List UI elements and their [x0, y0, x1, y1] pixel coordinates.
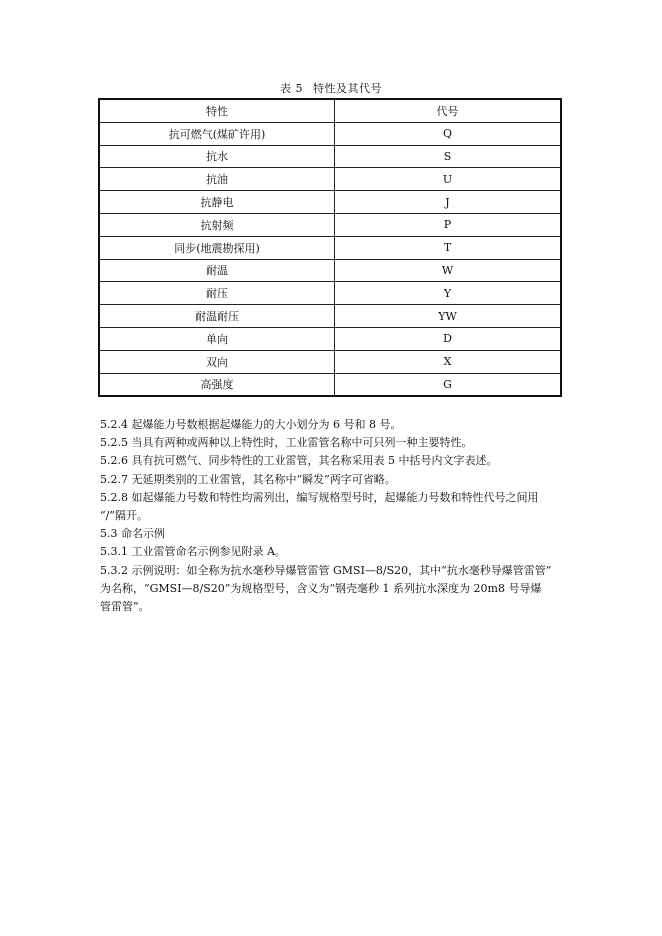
section-heading-5-3: 5.3 命名示例 [100, 527, 165, 541]
cell-characteristic: 耐压 [99, 282, 335, 305]
paragraph-5-2-6: 5.2.6 具有抗可燃气、同步特性的工业雷管，其名称采用表 5 中括号内文字表述。 [100, 454, 498, 468]
cell-characteristic: 耐温 [99, 259, 335, 282]
cell-code: Q [335, 122, 562, 145]
cell-code: S [335, 145, 562, 168]
paragraph-5-2-8-continued: “/”隔开。 [100, 509, 148, 523]
table-caption-number: 表 5 [280, 82, 303, 95]
header-characteristic: 特性 [99, 99, 335, 122]
table-header-row [99, 99, 561, 122]
cell-characteristic: 抗水 [99, 145, 335, 168]
table-caption-title: 特性及其代号 [313, 82, 382, 95]
cell-characteristic: 双向 [99, 350, 335, 373]
paragraph-5-3-1: 5.3.1 工业雷管命名示例参见附录 A。 [100, 545, 286, 559]
table-row [99, 305, 561, 328]
cell-characteristic: 抗射频 [99, 213, 335, 236]
table-row [99, 213, 561, 236]
paragraph-5-3-2: 5.3.2 示例说明：如全称为抗水毫秒导爆管雷管 GMSI—8/S20，其中“抗水毫秒导爆管雷管” [100, 563, 552, 577]
paragraph-5-2-4: 5.2.4 起爆能力号数根据起爆能力的大小划分为 6 号和 8 号。 [100, 418, 402, 431]
table-row [99, 191, 561, 214]
cell-code: D [335, 327, 562, 350]
table-row [99, 327, 561, 350]
table-row [99, 168, 561, 191]
cell-code: Y [335, 282, 562, 305]
paragraph-5-2-5: 5.2.5 当具有两种或两种以上特性时，工业雷管名称中可只列一种主要特性。 [100, 436, 473, 450]
characteristics-table [98, 98, 562, 397]
table-row [99, 145, 561, 168]
paragraph-5-2-8: 5.2.8 如起爆能力号数和特性均需列出，编写规格型号时，起爆能力号数和特性代号之间用 [100, 490, 539, 504]
cell-characteristic: 单向 [99, 327, 335, 350]
cell-code: YW [335, 305, 562, 328]
cell-characteristic: 抗静电 [99, 191, 335, 214]
table-caption [0, 80, 662, 96]
header-code: 代号 [335, 99, 562, 122]
table-row [99, 236, 561, 259]
body-text [100, 416, 570, 616]
table-row [99, 122, 561, 145]
cell-characteristic: 抗可燃气(煤矿许用) [99, 122, 335, 145]
cell-code: J [335, 191, 562, 214]
cell-code: X [335, 350, 562, 373]
cell-characteristic: 高强度 [99, 373, 335, 396]
cell-code: G [335, 373, 562, 396]
table-row [99, 373, 561, 396]
cell-code: W [335, 259, 562, 282]
paragraph-5-3-2-line-2: 为名称，“GMSI—8/S20”为规格型号，含义为“钢壳毫秒 1 系列抗水深度为 20m8 号导爆 [100, 581, 542, 595]
cell-characteristic: 耐温耐压 [99, 305, 335, 328]
cell-characteristic: 同步(地震勘探用) [99, 236, 335, 259]
cell-code: U [335, 168, 562, 191]
cell-characteristic: 抗油 [99, 168, 335, 191]
cell-code: P [335, 213, 562, 236]
table-row [99, 282, 561, 305]
table-row [99, 259, 561, 282]
paragraph-5-3-2-line-3: 管雷管”。 [100, 600, 150, 614]
table-row [99, 350, 561, 373]
paragraph-5-2-7: 5.2.7 无延期类别的工业雷管，其名称中“瞬发”两字可省略。 [100, 472, 396, 486]
cell-code: T [335, 236, 562, 259]
